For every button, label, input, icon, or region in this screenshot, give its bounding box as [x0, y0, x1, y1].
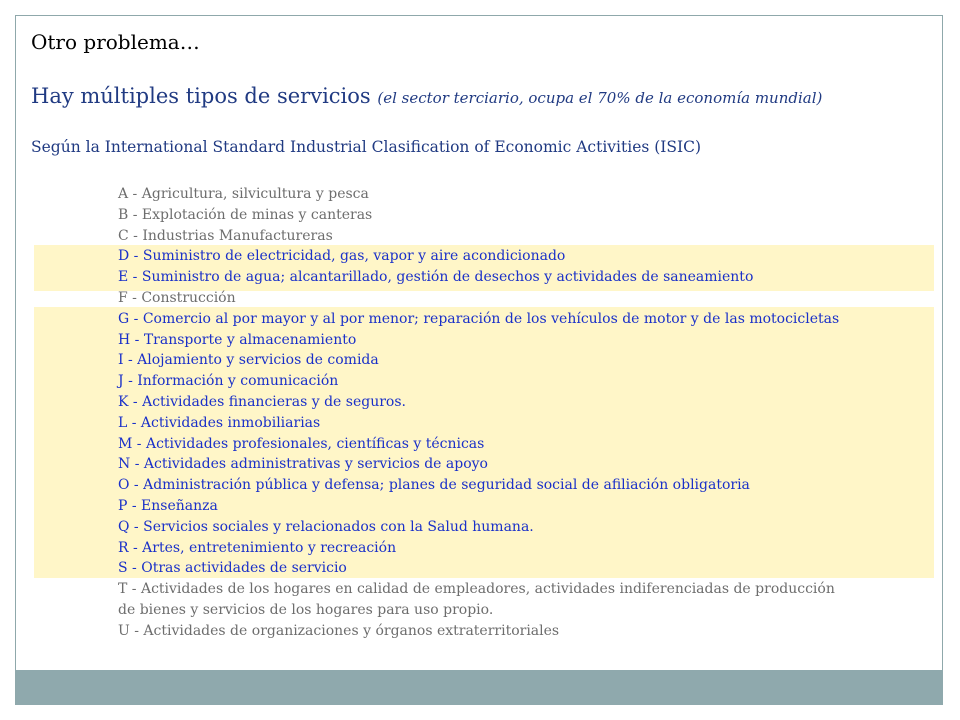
heading-main: Hay múltiples tipos de servicios: [31, 84, 371, 108]
list-item: T - Actividades de los hogares en calidad de empleadores, actividades indiferenciadas de producción: [118, 581, 835, 598]
list-item: J - Información y comunicación: [118, 373, 339, 390]
list-item: Q - Servicios sociales y relacionados con la Salud humana.: [118, 518, 534, 535]
slide-title: Otro problema…: [31, 30, 200, 54]
list-item: P - Enseñanza: [118, 497, 218, 514]
list-item: H - Transporte y almacenamiento: [118, 331, 357, 348]
list-item: A - Agricultura, silvicultura y pesca: [118, 186, 369, 202]
list-item: N - Actividades administrativas y servicios de apoyo: [118, 456, 488, 473]
list-item: I - Alojamiento y servicios de comida: [118, 352, 379, 369]
list-item: E - Suministro de agua; alcantarillado, gestión de desechos y actividades de saneamiento: [118, 269, 754, 286]
list-item: G - Comercio al por mayor y al por menor; reparación de los vehículos de motor y de las motocicletas: [118, 310, 840, 327]
list-item: U - Actividades de organizaciones y órganos extraterritoriales: [118, 622, 560, 639]
list-item: K - Actividades financieras y de seguros.: [118, 393, 406, 410]
list-item: S - Otras actividades de servicio: [118, 560, 347, 577]
list-item: de bienes y servicios de los hogares para uso propio.: [118, 601, 494, 618]
list-item: R - Artes, entretenimiento y recreación: [118, 539, 397, 556]
footer-bar: [16, 670, 943, 705]
list-item: B - Explotación de minas y canteras: [118, 206, 373, 223]
list-item: D - Suministro de electricidad, gas, vapor y aire acondicionado: [118, 248, 566, 265]
list-item: M - Actividades profesionales, científicas y técnicas: [118, 435, 485, 452]
list-item: L - Actividades inmobiliarias: [118, 414, 321, 431]
isic-list: [118, 184, 839, 642]
list-item: C - Industrias Manufactureras: [118, 227, 333, 244]
list-item: F - Construcción: [118, 289, 236, 306]
source-line: Según la International Standard Industrial Clasification of Economic Activities (ISIC): [31, 138, 702, 156]
heading-subtitle: (el sector terciario, ocupa el 70% de la economía mundial): [377, 89, 823, 107]
list-item: O - Administración pública y defensa; planes de seguridad social de afiliación obligatoria: [118, 477, 750, 494]
slide-heading: [31, 84, 822, 108]
